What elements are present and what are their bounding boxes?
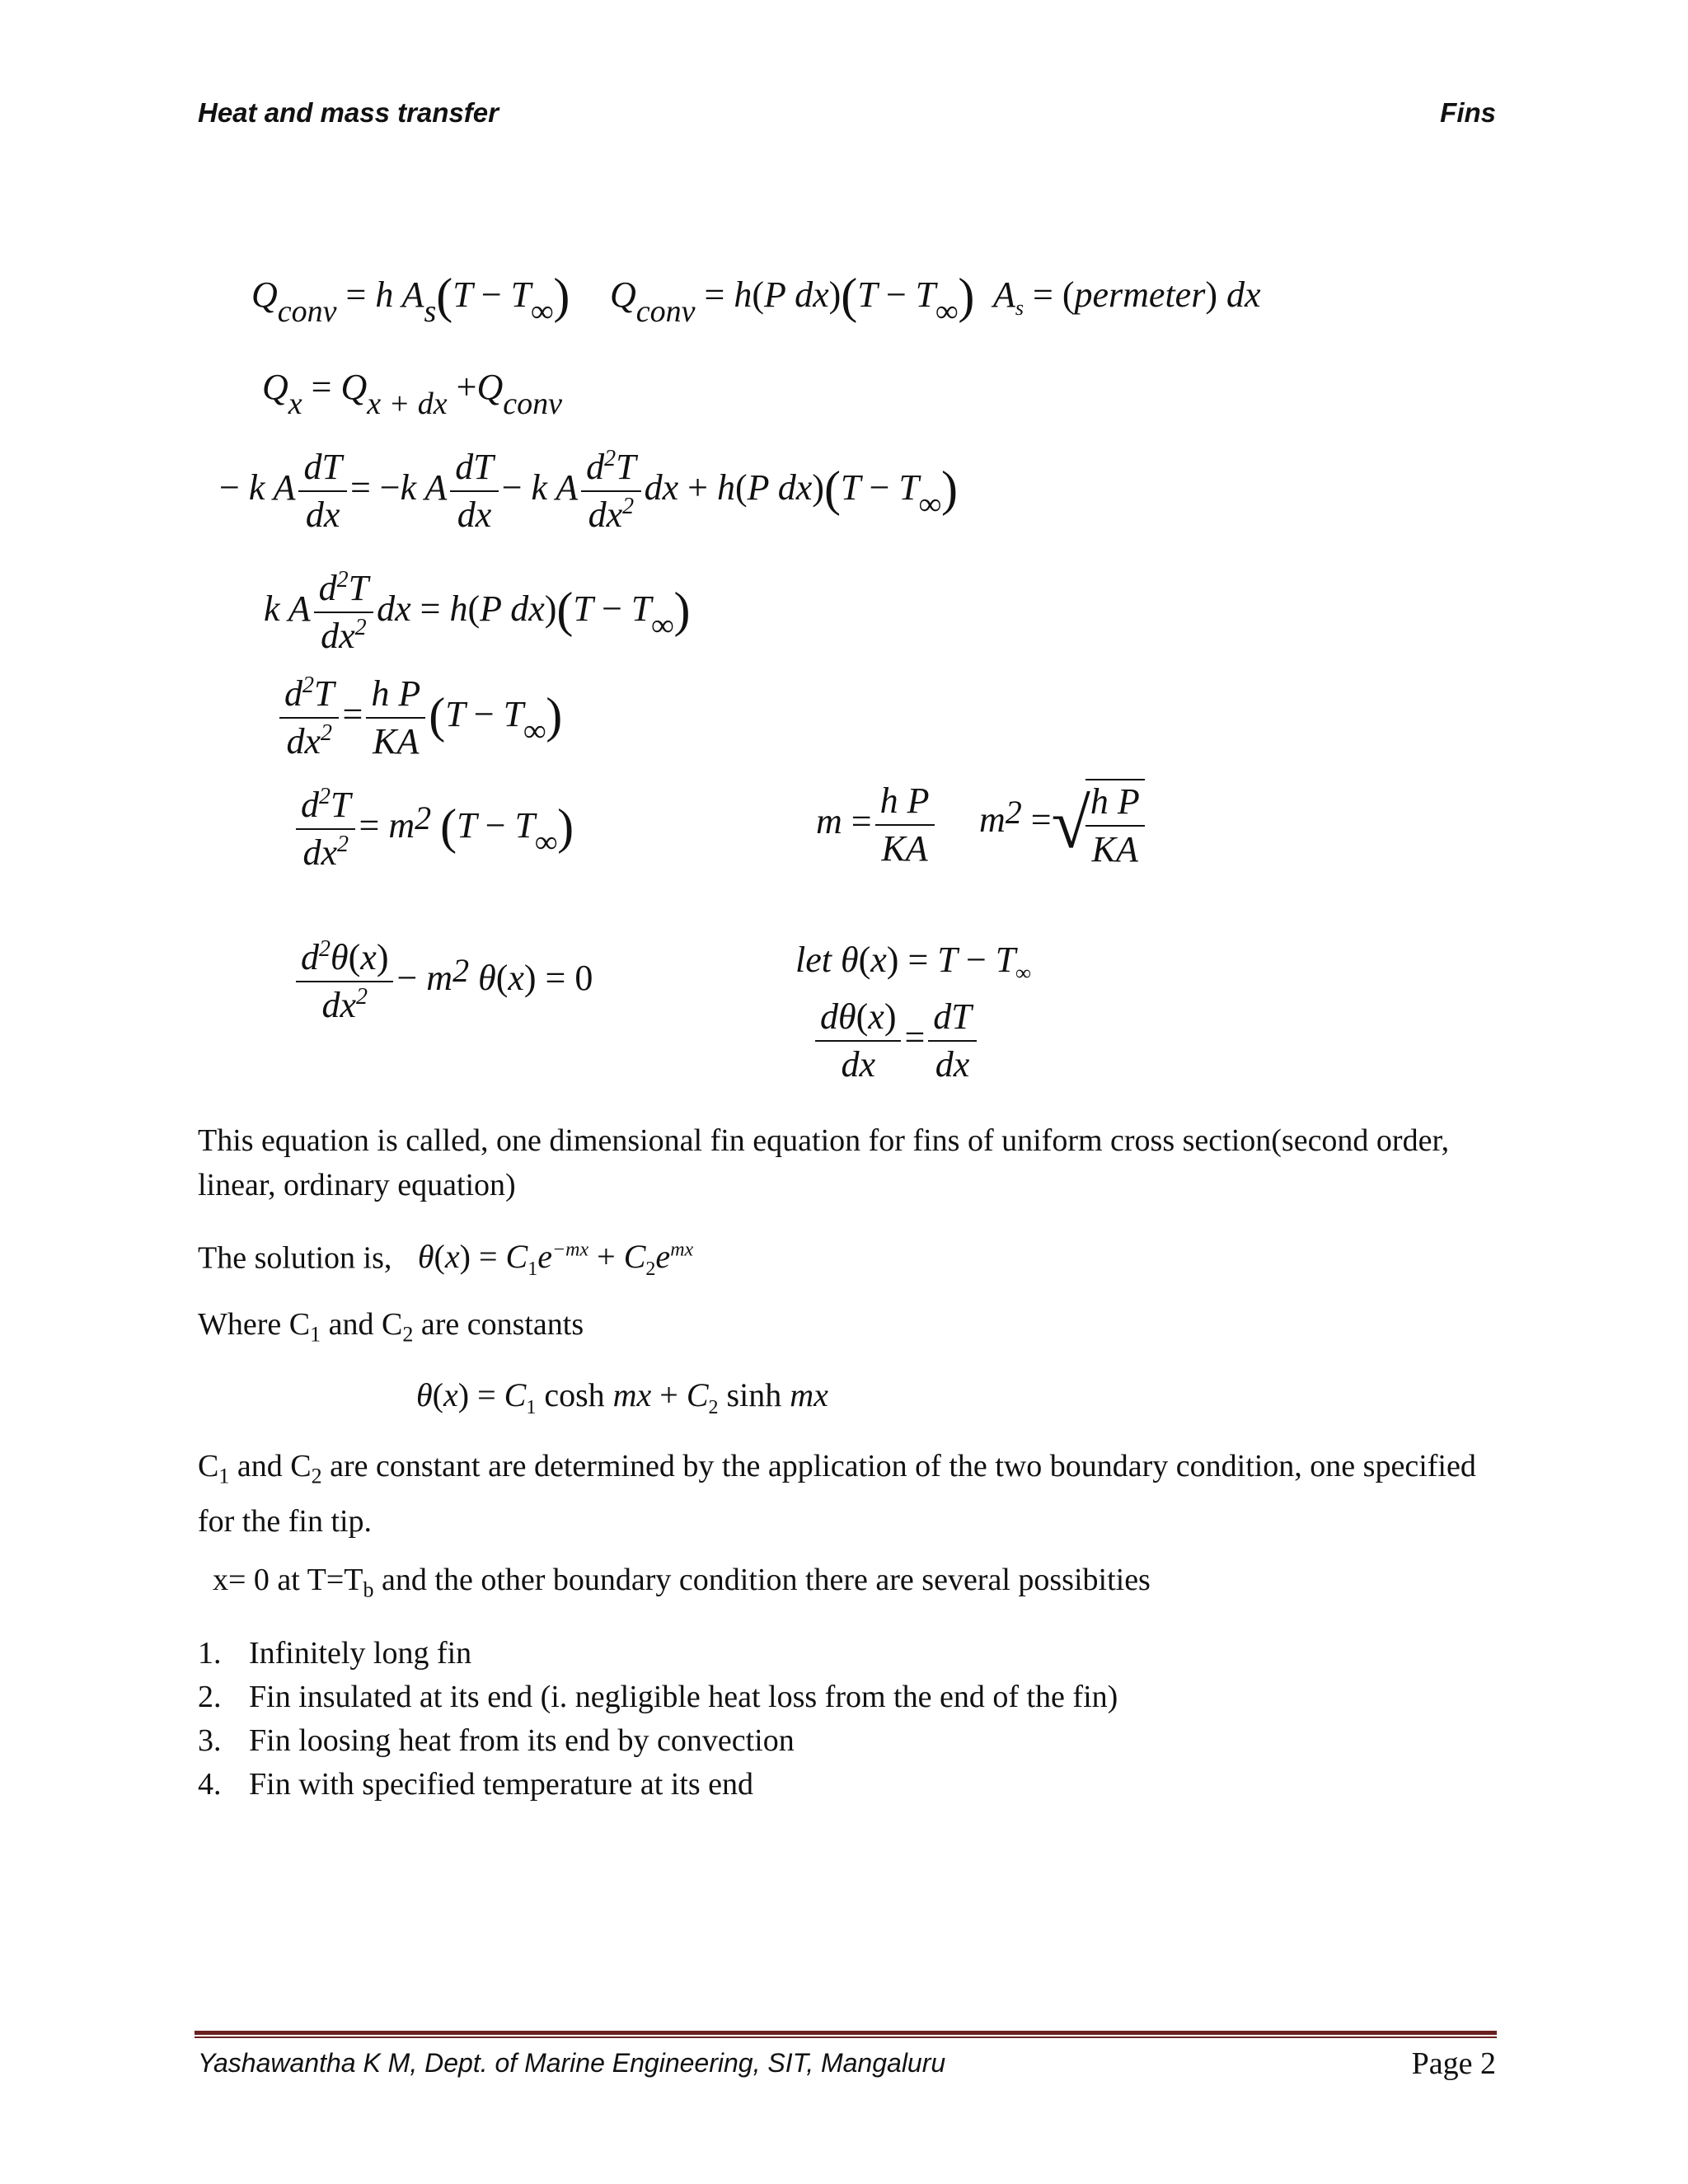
footer-rule-thin [195, 2036, 1497, 2038]
list-item: 2. Fin insulated at its end (i. negligible heat loss from the end of the fin) [198, 1680, 1118, 1714]
solution-label: The solution is, [198, 1240, 392, 1276]
solution-line [198, 1228, 1484, 1291]
list-item: 3. Fin loosing heat from its end by convection [198, 1723, 795, 1758]
boundary-cases-list [198, 1632, 1118, 1807]
equation-theta-definition: let $\theta(x) = T - T_\infty$ [795, 940, 1031, 985]
equation-m-squared-root: m2 =√ $\frac{\text{h P}}{KA}$ [979, 779, 1148, 868]
footer-author: Yashawantha K M, Dept. of Marine Engineering, SIT, Mangaluru [198, 2048, 946, 2078]
boundary-condition-line: x= 0 at $T=T_b$ and the other boundary condition there are several possibities [213, 1563, 1151, 1602]
paragraph-fin-equation: This equation is called, one dimensional fin equation for fins of uniform cross section(second order, linear, ordinary equation) [198, 1123, 1450, 1202]
header-section: Fins [1440, 97, 1496, 128]
equation-simplified: k A $\frac{d^2T}{dx^2}$ dx = h(P dx)(T − T∞) [264, 567, 691, 656]
footer-rule-thick [195, 2031, 1497, 2035]
list-item: 1. Infinitely long fin [198, 1636, 472, 1671]
page-number: Page 2 [1411, 2046, 1496, 2081]
equation-energy-balance: Qx = Qx + dx +Qconv [262, 367, 562, 421]
paragraph-boundary-constants: $C_1$ and $C_2$ are constant are determined by the application of the two boundary condition, one specified for the fin tip. [198, 1449, 1476, 1539]
equation-surface-area: $A_s$ = (permeter) dx [993, 274, 1261, 320]
hyperbolic-solution [416, 1373, 1240, 1430]
equation-m-squared-form: $\frac{d^2T}{dx^2}$ = m2 (T − T∞) [293, 787, 574, 871]
equation-m-definition: m = $\frac{\text{h P}}{KA}$ [816, 783, 938, 867]
hyperbolic-equation: $\theta(x) = C_1$ cosh mx + $C_2$ sinh mx [416, 1376, 828, 1418]
solution-equation: $\theta(x) = C_1e^{-mx} + C_2e^{mx}$ [417, 1238, 694, 1281]
equation-fourier-expansion: − k A $\frac{dT}{dx}$ = −k A $\frac{dT}{dx}$ − k A $\frac{d^2T}{dx^2}$ dx + h(P dx)(T − T∞) [219, 446, 958, 535]
equation-theta-ode: $\frac{d^2\theta(x)}{dx^2}$ − m2 θ(x) = 0 [293, 940, 593, 1024]
equation-q-conv-perimeter: Qconv = h(P dx)(T − T∞) [610, 269, 975, 330]
equation-q-conv-area: Qconv = h As(T − T∞) [251, 269, 570, 330]
list-item: 4. Fin with specified temperature at its end [198, 1767, 754, 1802]
equation-second-derivative: $\frac{d^2T}{dx^2}$ = $\frac{\text{h P}}{KA}$ (T − T∞) [276, 676, 562, 760]
header-title: Heat and mass transfer [198, 97, 499, 128]
equation-theta-derivative: $\frac{d\theta(x)}{dx}$ = $\frac{dT}{dx}$ [812, 999, 980, 1083]
constants-note: Where $C_1$ and $C_2$ are constants [198, 1307, 584, 1347]
